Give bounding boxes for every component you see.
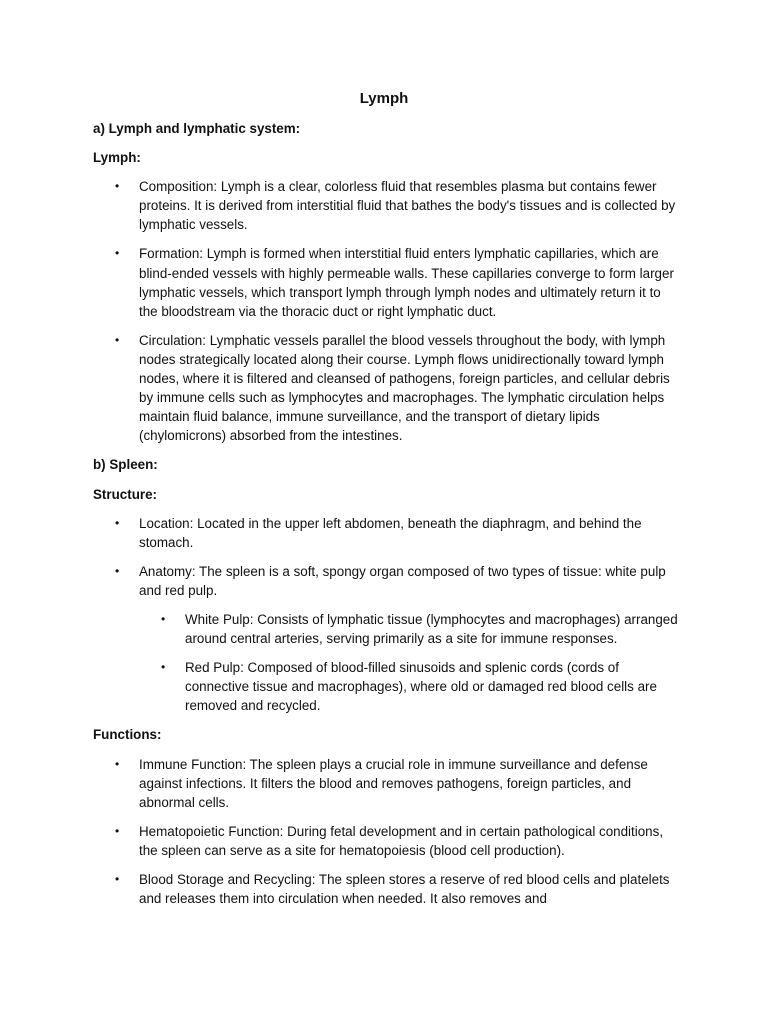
bullet-icon: •: [115, 332, 120, 347]
list-item-text: Blood Storage and Recycling: The spleen stores a reserve of red blood cells and platelets and releases them into circulation when needed. It also removes and: [139, 872, 670, 907]
lymph-list: [93, 177, 683, 445]
structure-heading: Structure:: [93, 486, 157, 502]
document-body: [93, 119, 683, 918]
bullet-icon: •: [161, 611, 166, 626]
list-item-text: Composition: Lymph is a clear, colorless fluid that resembles plasma but contains fewer proteins. It is derived from interstitial fluid that bathes the body's tissues and is collected by lymphatic vessels.: [139, 179, 676, 233]
list-item: [93, 822, 683, 860]
bullet-icon: •: [115, 515, 120, 530]
sublist-item-text: Red Pulp: Composed of blood-filled sinusoids and splenic cords (cords of connective tissue and macrophages), where old or damaged red blood cells are removed and recycled.: [185, 660, 657, 714]
list-item-text: Circulation: Lymphatic vessels parallel the blood vessels throughout the body, with lymph nodes strategically located along their course. Lymph flows unidirectionally toward lymph nodes, where it is filtered and cleansed of pathogens, foreign particles, and cellular debris by immune cells such as lymphocytes and macrophages. The lymphatic circulation helps maintain fluid balance, immune surveillance, and the transport of dietary lipids (chylomicrons) absorbed from the intestines.: [139, 332, 670, 444]
sublist-item: [139, 610, 683, 648]
list-item: [93, 244, 683, 320]
list-item-text: Immune Function: The spleen plays a crucial role in immune surveillance and defense against infections. It filters the blood and removes pathogens, foreign particles, and abnormal cells.: [139, 756, 648, 810]
list-item: [93, 755, 683, 812]
bullet-icon: •: [115, 823, 120, 838]
anatomy-sublist: [139, 610, 683, 715]
structure-list: [93, 514, 683, 716]
list-item: [93, 177, 683, 234]
list-item: [93, 331, 683, 446]
bullet-icon: •: [161, 660, 166, 675]
bullet-icon: •: [115, 179, 120, 194]
bullet-icon: •: [115, 756, 120, 771]
list-item: [93, 514, 683, 552]
list-item-text: Hematopoietic Function: During fetal development and in certain pathological conditions, the spleen can serve as a site for hematopoiesis (blood cell production).: [139, 823, 664, 858]
functions-list: [93, 755, 683, 909]
page-title: Lymph: [359, 90, 409, 107]
list-item: [93, 562, 683, 716]
section-a-heading: a) Lymph and lymphatic system:: [93, 121, 301, 136]
list-item-text: Formation: Lymph is formed when interstitial fluid enters lymphatic capillaries, which are blind-ended vessels with highly permeable walls. These capillaries converge to form larger lymphatic vessels, which transport lymph through lymph nodes and ultimately return it to the bloodstream via the thoracic duct or right lymphatic duct.: [139, 246, 674, 319]
sublist-item-text: White Pulp: Consists of lymphatic tissue (lymphocytes and macrophages) arranged around central arteries, serving primarily as a site for immune responses.: [185, 611, 678, 647]
lymph-subheading: Lymph:: [93, 150, 141, 166]
functions-heading: Functions:: [93, 727, 162, 743]
sublist-item: [139, 658, 683, 715]
list-item-text: Anatomy: The spleen is a soft, spongy organ composed of two types of tissue: white pulp and red pulp.: [139, 563, 666, 598]
list-item-text: Location: Located in the upper left abdomen, beneath the diaphragm, and behind the stomach.: [139, 515, 642, 550]
bullet-icon: •: [115, 872, 120, 886]
bullet-icon: •: [115, 246, 120, 261]
bullet-icon: •: [115, 563, 120, 578]
list-item: [93, 870, 683, 908]
section-b-heading: b) Spleen:: [93, 457, 158, 473]
